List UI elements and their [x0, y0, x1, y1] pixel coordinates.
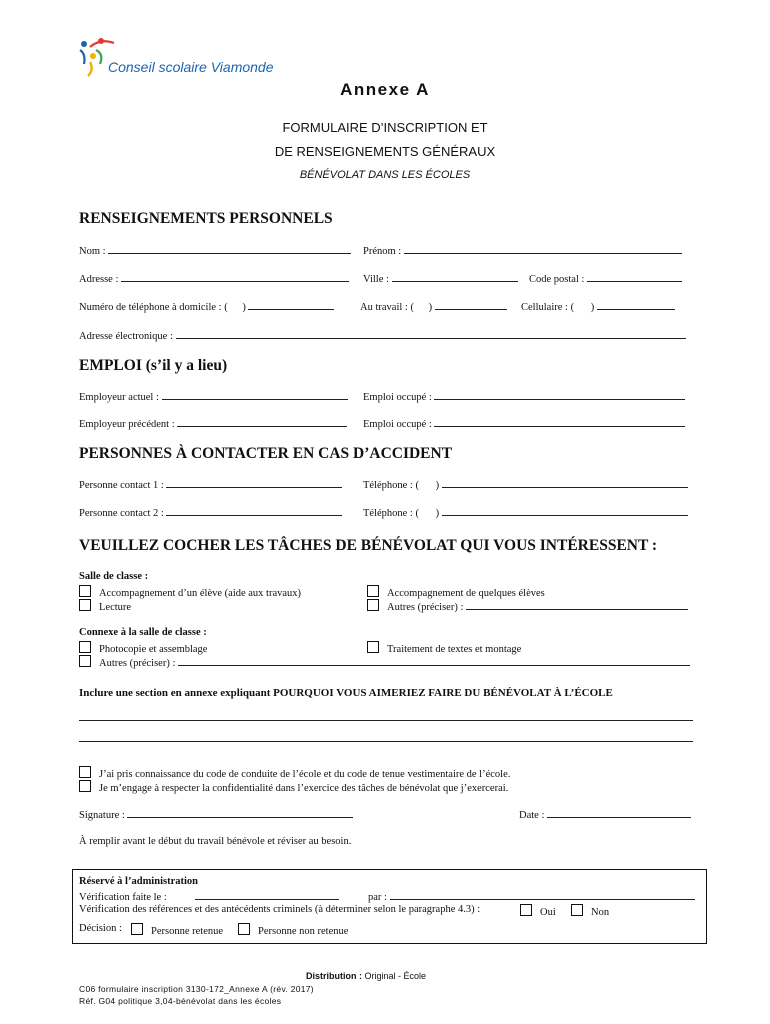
checkbox[interactable]	[79, 766, 91, 778]
code-postal-field[interactable]	[529, 272, 682, 285]
salle-option-autres[interactable]	[367, 599, 688, 613]
option-label: Autres (préciser) :	[99, 658, 176, 669]
engagement-label: J’ai pris connaissance du code de conduite de l’école et du code de tenue vestimentaire de l’école.	[99, 769, 511, 780]
paren-close: )	[590, 302, 595, 313]
contact2-field[interactable]	[79, 506, 342, 519]
option-label: Oui	[540, 907, 556, 918]
distribution-label: Distribution :	[306, 971, 362, 981]
section-heading-emploi: EMPLOI (s’il y a lieu)	[79, 357, 228, 374]
option-label: Accompagnement de quelques élèves	[387, 588, 545, 599]
employeur-precedent-field[interactable]	[79, 417, 347, 430]
verification-label: Vérification faite le :	[79, 892, 167, 903]
engagement-code-conduite[interactable]	[79, 766, 510, 780]
option-label: Personne non retenue	[258, 926, 349, 937]
checkbox[interactable]	[79, 585, 91, 597]
paren-close: )	[435, 508, 440, 519]
engagement-label: Je m’engage à respecter la confidentialité dans l’exercice des tâches de bénévolat que j’exercerai.	[99, 783, 509, 794]
pourquoi-line-1[interactable]	[79, 720, 693, 721]
emploi-occupe-2-label: Emploi occupé :	[363, 419, 432, 430]
checkbox[interactable]	[131, 923, 143, 935]
note-remplir: À remplir avant le début du travail bénévole et réviser au besoin.	[79, 836, 352, 847]
connexe-title: Connexe à la salle de classe :	[79, 627, 207, 638]
employeur-actuel-label: Employeur actuel :	[79, 392, 159, 403]
references-label: Vérification des références et des antécédents criminels (à déterminer selon le paragraphe 4.3) :	[79, 904, 481, 915]
distribution	[306, 971, 426, 981]
option-label: Photocopie et assemblage	[99, 644, 208, 655]
option-label: Non	[591, 907, 610, 918]
option-label: Accompagnement d’un élève (aide aux travaux)	[99, 588, 302, 599]
contact2-telephone-field[interactable]	[363, 506, 688, 519]
connexe-option-autres[interactable]	[79, 655, 690, 669]
contact1-label: Personne contact 1 :	[79, 480, 164, 491]
date-label: Date :	[519, 810, 545, 821]
decision-label: Décision :	[79, 923, 122, 934]
prenom-field[interactable]	[363, 244, 682, 257]
au-travail-field[interactable]	[360, 300, 507, 313]
logo-text: Conseil scolaire Viamonde	[108, 59, 274, 75]
contact2-label: Personne contact 2 :	[79, 508, 164, 519]
tel-domicile-label: Numéro de téléphone à domicile : (	[79, 302, 228, 313]
paren-close: )	[428, 302, 433, 313]
checkbox[interactable]	[367, 585, 379, 597]
cellulaire-label: Cellulaire : (	[521, 302, 575, 313]
option-label: Lecture	[99, 602, 132, 613]
nom-field[interactable]	[79, 244, 351, 257]
cellulaire-field[interactable]	[521, 300, 675, 313]
connexe-option-photocopie[interactable]	[79, 641, 207, 655]
checkbox[interactable]	[79, 641, 91, 653]
telephone-label: Téléphone : (	[363, 508, 419, 519]
checkbox[interactable]	[79, 599, 91, 611]
telephone-label: Téléphone : (	[363, 480, 419, 491]
employeur-actuel-field[interactable]	[79, 390, 348, 403]
ville-field[interactable]	[363, 272, 518, 285]
section-heading-contacts: PERSONNES À CONTACTER EN CAS D’ACCIDENT	[79, 445, 453, 462]
checkbox[interactable]	[79, 655, 91, 667]
tel-domicile-field[interactable]	[79, 300, 334, 313]
pourquoi-instruction: Inclure une section en annexe expliquant POURQUOI VOUS AIMERIEZ FAIRE DU BÉNÉVOLAT À L’ÉCOLE	[79, 687, 613, 699]
engagement-confidentialite[interactable]	[79, 780, 508, 794]
footer-ref-2: Réf. G04 politique 3,04-bénévolat dans les écoles	[79, 996, 282, 1006]
section-heading-personal: RENSEIGNEMENTS PERSONNELS	[79, 210, 333, 227]
page-title: Annexe A	[340, 80, 430, 99]
checkbox[interactable]	[367, 641, 379, 653]
nom-label: Nom :	[79, 246, 106, 257]
section-heading-taches: VEUILLEZ COCHER LES TÂCHES DE BÉNÉVOLAT QUI VOUS INTÉRESSENT :	[79, 537, 658, 554]
option-label: Personne retenue	[151, 926, 224, 937]
footer-ref-1: C06 formulaire inscription 3130-172_Annexe A (rév. 2017)	[79, 984, 314, 994]
courriel-field[interactable]	[79, 329, 686, 342]
references-oui[interactable]	[520, 904, 556, 918]
contact1-field[interactable]	[79, 478, 342, 491]
pourquoi-line-2[interactable]	[79, 741, 693, 742]
connexe-option-traitement-textes[interactable]	[367, 641, 521, 655]
checkbox[interactable]	[520, 904, 532, 916]
checkbox[interactable]	[367, 599, 379, 611]
form-title-line1: FORMULAIRE D’INSCRIPTION ET	[282, 120, 488, 135]
paren-close: )	[242, 302, 246, 313]
checkbox[interactable]	[571, 904, 583, 916]
salle-option-lecture[interactable]	[79, 599, 131, 613]
courriel-label: Adresse électronique :	[79, 331, 173, 342]
references-non[interactable]	[571, 904, 609, 918]
decision-non-retenue[interactable]	[238, 923, 348, 937]
au-travail-label: Au travail : (	[360, 302, 414, 313]
adresse-field[interactable]	[79, 272, 349, 285]
signature-field[interactable]	[79, 808, 353, 821]
par-field[interactable]	[368, 890, 695, 903]
date-field[interactable]	[519, 808, 691, 821]
salle-option-accompagnement-eleve[interactable]	[79, 585, 301, 599]
ville-label: Ville :	[363, 274, 389, 285]
prenom-label: Prénom :	[363, 246, 402, 257]
checkbox[interactable]	[238, 923, 250, 935]
verification-field[interactable]	[79, 890, 339, 903]
form-subtitle: BÉNÉVOLAT DANS LES ÉCOLES	[299, 169, 471, 181]
decision-retenue[interactable]	[131, 923, 223, 937]
salle-title: Salle de classe :	[79, 571, 149, 582]
emploi-occupe-label: Emploi occupé :	[363, 392, 432, 403]
signature-label: Signature :	[79, 810, 125, 821]
option-label: Autres (préciser) :	[387, 602, 464, 613]
emploi-occupe-field[interactable]	[363, 390, 685, 403]
option-label: Traitement de textes et montage	[387, 644, 522, 655]
form-title-line2: DE RENSEIGNEMENTS GÉNÉRAUX	[274, 144, 496, 159]
par-label: par :	[368, 892, 387, 903]
distribution-value: Original - École	[364, 971, 427, 981]
admin-title: Réservé à l’administration	[79, 876, 198, 887]
emploi-occupe-2-field[interactable]	[363, 417, 685, 430]
checkbox[interactable]	[79, 780, 91, 792]
contact1-telephone-field[interactable]	[363, 478, 688, 491]
salle-option-accompagnement-groupe[interactable]	[367, 585, 545, 599]
paren-close: )	[435, 480, 440, 491]
employeur-precedent-label: Employeur précédent :	[79, 419, 175, 430]
code-postal-label: Code postal :	[529, 274, 585, 285]
adresse-label: Adresse :	[79, 274, 119, 285]
